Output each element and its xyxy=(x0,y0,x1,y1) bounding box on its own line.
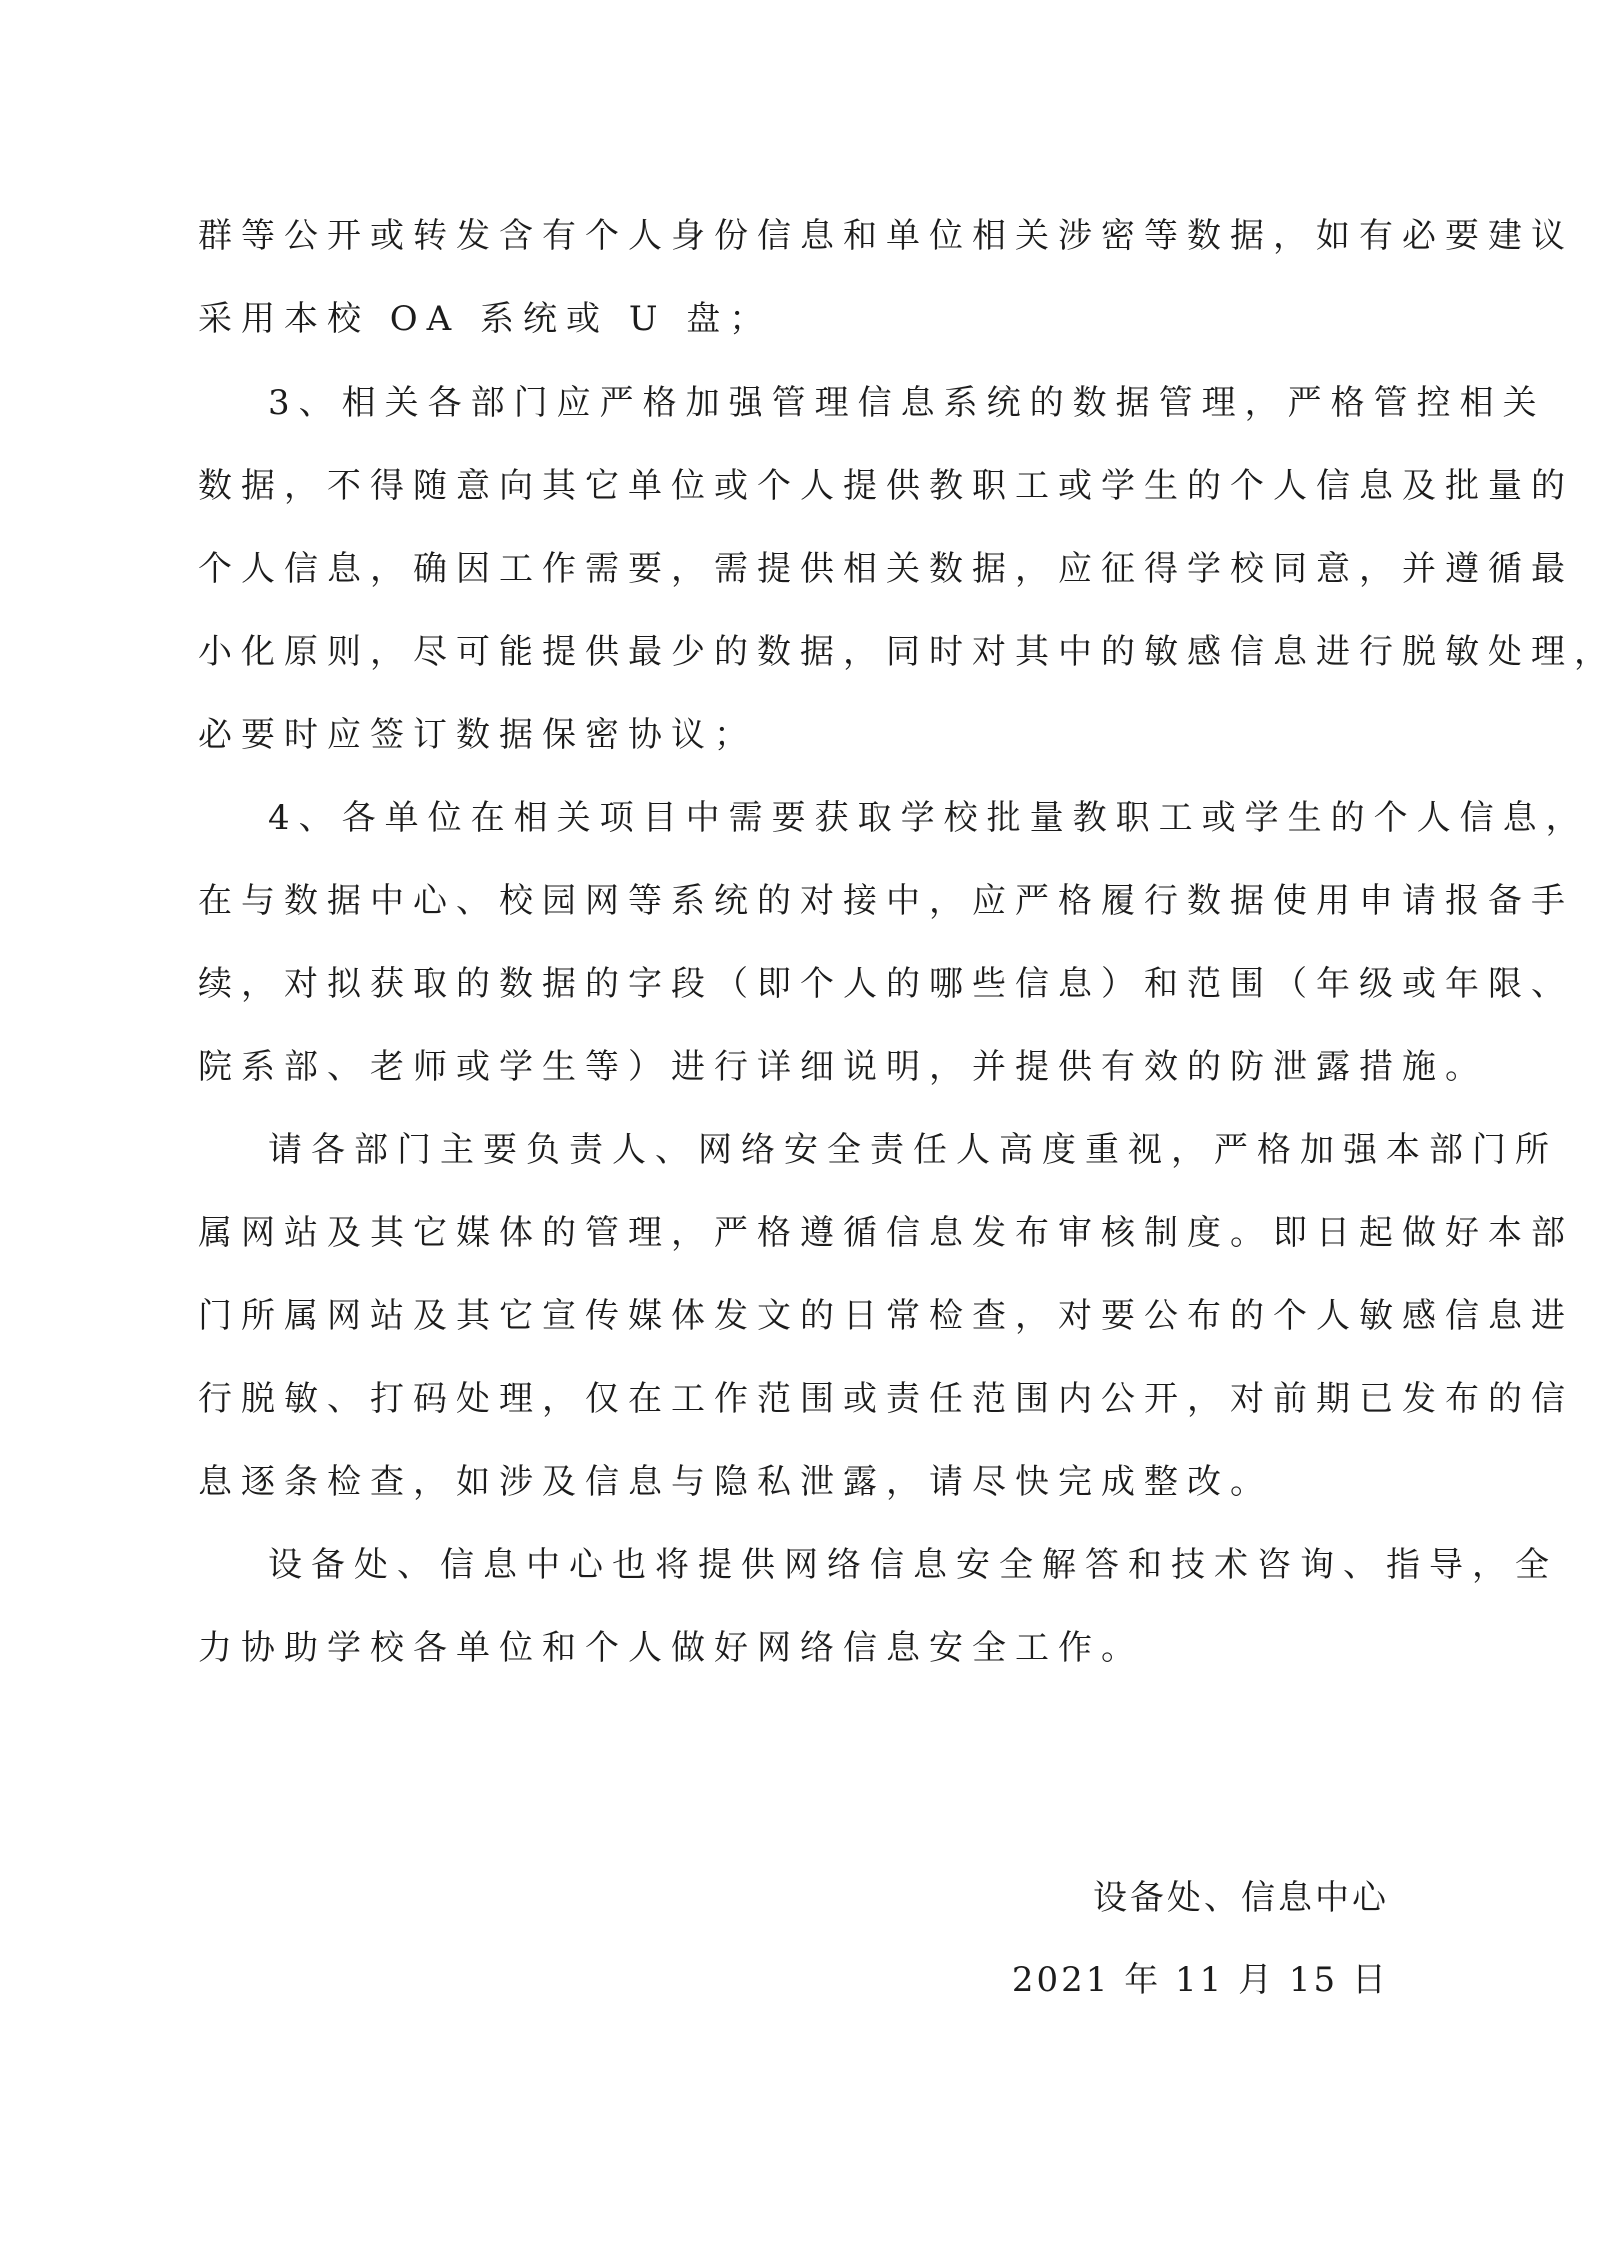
paragraph-continuation-line-2: 采用本校 OA 系统或 U 盘； xyxy=(198,299,773,339)
paragraph-item-4-line-3: 续，对拟获取的数据的字段（即个人的哪些信息）和范围（年级或年限、 xyxy=(198,964,1574,1004)
paragraph-item-3-line-4: 小化原则，尽可能提供最少的数据，同时对其中的敏感信息进行脱敏处理， xyxy=(198,632,1617,672)
paragraph-item-3-line-1: 3、相关各部门应严格加强管理信息系统的数据管理，严格管控相关 xyxy=(268,383,1546,423)
paragraph-request-line-5: 息逐条检查，如涉及信息与隐私泄露，请尽快完成整改。 xyxy=(198,1462,1273,1502)
paragraph-request-line-3: 门所属网站及其它宣传媒体发文的日常检查，对要公布的个人敏感信息进 xyxy=(198,1296,1574,1336)
paragraph-item-4-line-4: 院系部、老师或学生等）进行详细说明，并提供有效的防泄露措施。 xyxy=(198,1047,1488,1087)
paragraph-item-4-line-1: 4、各单位在相关项目中需要获取学校批量教职工或学生的个人信息， xyxy=(268,798,1589,838)
paragraph-item-3-line-5: 必要时应签订数据保密协议； xyxy=(198,715,757,755)
paragraph-request-line-2: 属网站及其它媒体的管理，严格遵循信息发布审核制度。即日起做好本部 xyxy=(198,1213,1574,1253)
paragraph-item-3-line-2: 数据，不得随意向其它单位或个人提供教职工或学生的个人信息及批量的 xyxy=(198,466,1574,506)
paragraph-support-line-1: 设备处、信息中心也将提供网络信息安全解答和技术咨询、指导，全 xyxy=(268,1545,1558,1585)
signature-issuer: 设备处、信息中心 xyxy=(1093,1878,1389,1918)
paragraph-item-4-line-2: 在与数据中心、校园网等系统的对接中，应严格履行数据使用申请报备手 xyxy=(198,881,1574,921)
paragraph-request-line-1: 请各部门主要负责人、网络安全责任人高度重视，严格加强本部门所 xyxy=(268,1130,1558,1170)
paragraph-request-line-4: 行脱敏、打码处理，仅在工作范围或责任范围内公开，对前期已发布的信 xyxy=(198,1379,1574,1419)
paragraph-support-line-2: 力协助学校各单位和个人做好网络信息安全工作。 xyxy=(198,1628,1144,1668)
signature-date: 2021 年 11 月 15 日 xyxy=(1011,1960,1389,2000)
paragraph-item-3-line-3: 个人信息，确因工作需要，需提供相关数据，应征得学校同意，并遵循最 xyxy=(198,549,1574,589)
paragraph-continuation-line-1: 群等公开或转发含有个人身份信息和单位相关涉密等数据，如有必要建议 xyxy=(198,216,1574,256)
